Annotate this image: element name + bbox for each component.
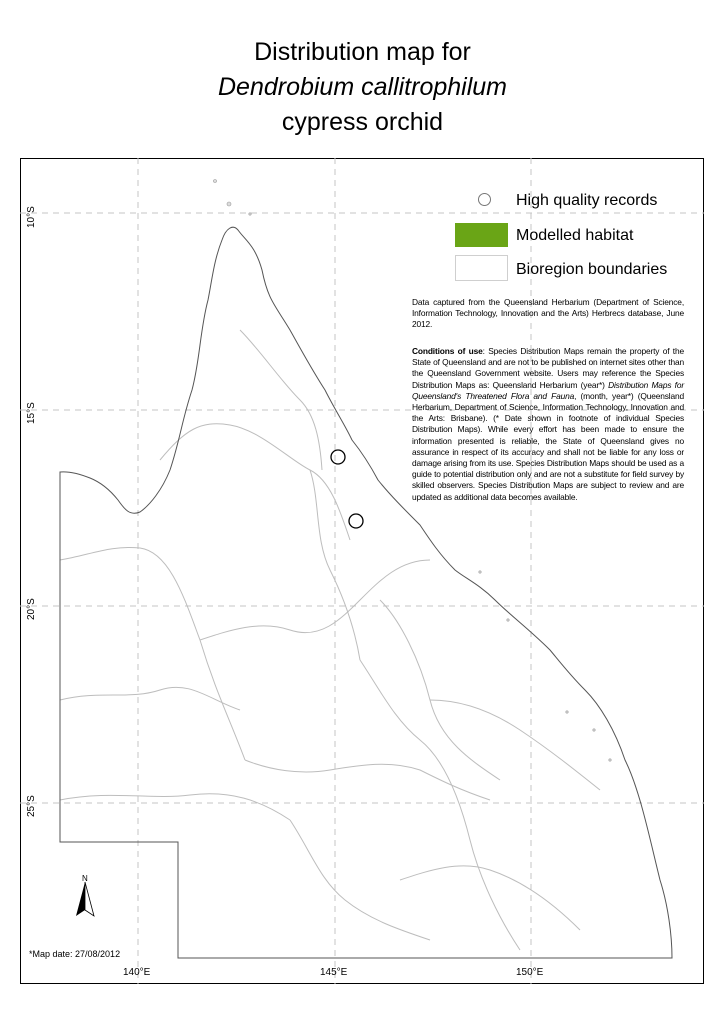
bioregion-swatch (455, 255, 508, 281)
data-captured-note: Data captured from the Queensland Herbarium (Department of Science, Information Technology, Innovation and the Arts) Herbrecs database, June 2012. (412, 297, 684, 330)
common-name: cypress orchid (281, 108, 444, 136)
legend-bioregion: Bioregion boundaries (516, 261, 668, 278)
high-quality-swatch-icon (478, 193, 491, 206)
lat-label-15: 15°S (26, 402, 37, 424)
north-label: N (82, 874, 88, 883)
lon-label-140: 140°E (123, 967, 151, 978)
conditions-text-b: , (month, year*) (Queensland Herbarium, Department of Science, Information Technology, Innovation and the Arts: Brisbane). (* Date shown in footnote of individual Species Distribution Maps). While every effort has been made to ensure the information presented is reliable, the State of Queensland gives no assurance in respect of its accuracy and shall not be liable for any loss or damage arising from its use. Species Distribution Maps should be used as a guide to potential distribution only and are not a substitute for field survey by skilled observers. Species Distribution Maps are subject to review and are updated as additional data becomes available. (412, 390, 684, 502)
conditions-text-italic: Distribution Maps for Queensland's Threatened Flora and Fauna (412, 379, 684, 401)
north-arrow-icon (76, 882, 94, 916)
record-point (349, 514, 363, 528)
legend-high-quality: High quality records (516, 192, 658, 209)
legend-modelled-habitat: Modelled habitat (516, 227, 634, 244)
lon-label-145: 145°E (320, 967, 348, 978)
graticule (20, 158, 704, 984)
modelled-habitat-swatch (455, 223, 508, 247)
lat-label-10: 10°S (26, 206, 37, 228)
lat-label-25: 25°S (26, 795, 37, 817)
conditions-label: Conditions of use (412, 346, 483, 356)
high-quality-records (331, 450, 363, 528)
conditions-text-a: : Species Distribution Maps remain the property of the State of Queensland and are not to be published on internet sites other than the Queensland Government website. Users may reference the Species Distribution Maps as: Queensland Herbarium (year*) (412, 346, 684, 390)
lat-label-20: 20°S (26, 598, 37, 620)
queensland-outline (60, 227, 672, 958)
species-name: Dendrobium callitrophilum (217, 73, 507, 101)
map-title-line1: Distribution map for (254, 38, 471, 66)
record-point (331, 450, 345, 464)
map-date: *Map date: 27/08/2012 (29, 949, 121, 959)
lon-label-150: 150°E (516, 967, 544, 978)
conditions-of-use-note (412, 346, 684, 503)
